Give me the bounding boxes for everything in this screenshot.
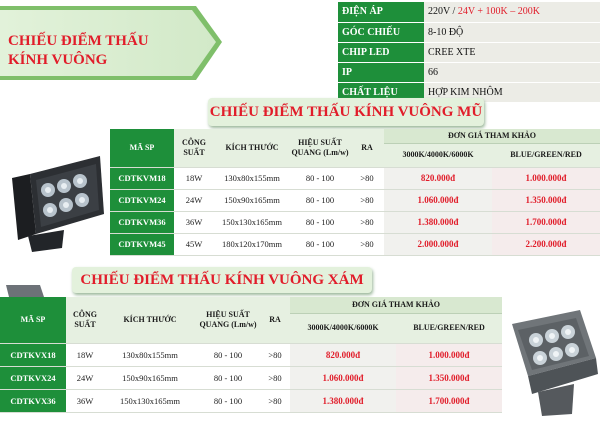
lamp-image-black [4,144,108,254]
spec-value: CREE XTE [424,42,600,62]
cell-efficiency: 80 - 100 [290,189,350,211]
cell-efficiency: 80 - 100 [290,211,350,233]
cell-ra: >80 [260,343,290,366]
cell-ra: >80 [350,189,384,211]
col-header-price-color: BLUE/GREEN/RED [492,143,600,167]
product-table-vuong-mu [110,129,600,256]
col-header-size: KÍCH THƯỚC [214,129,290,167]
cell-price-white: 1.060.000đ [384,189,492,211]
spec-value-main: 220V / [428,6,458,18]
col-header-price-group: ĐƠN GIÁ THAM KHẢO [290,297,502,313]
cell-size: 130x80x155mm [104,343,196,366]
cell-size: 180x120x170mm [214,233,290,255]
spec-row [338,62,600,82]
cell-price-white: 1.380.000đ [384,211,492,233]
col-header-price-white: 3000K/4000K/6000K [290,313,396,343]
cell-power: 18W [66,343,104,366]
title-line-1: CHIẾU ĐIỂM THẤU [8,33,149,49]
cell-price-white: 2.000.000đ [384,233,492,255]
spec-key: GÓC CHIẾU [338,22,424,42]
cell-price-white: 1.060.000đ [290,366,396,389]
cell-ra: >80 [260,389,290,412]
title-banner [0,2,224,85]
cell-power: 45W [174,233,214,255]
cell-price-white: 820.000đ [384,167,492,189]
cell-efficiency: 80 - 100 [196,366,260,389]
cell-power: 24W [66,366,104,389]
section-header-vuong-xam [72,267,372,293]
spec-value: HỢP KIM NHÔM [424,82,600,102]
cell-power: 18W [174,167,214,189]
spec-key: IP [338,62,424,82]
section-header-vuong-mu [208,98,484,126]
cell-price-color: 1.700.000đ [396,389,502,412]
col-header-size: KÍCH THƯỚC [104,297,196,343]
cell-sku: CDTKVM24 [110,189,174,211]
cell-ra: >80 [350,167,384,189]
cell-price-color: 1.000.000đ [396,343,502,366]
spec-key: CHIP LED [338,42,424,62]
cell-price-color: 1.350.000đ [492,189,600,211]
cell-price-color: 1.000.000đ [492,167,600,189]
cell-sku: CDTKVX18 [0,343,66,366]
cell-efficiency: 80 - 100 [196,389,260,412]
cell-size: 150x90x165mm [104,366,196,389]
col-header-power: CÔNG SUẤT [66,297,104,343]
spec-value [424,2,600,22]
cell-price-white: 1.380.000đ [290,389,396,412]
spec-row [338,2,600,22]
cell-ra: >80 [260,366,290,389]
table-row [110,189,600,211]
cell-size: 150x130x165mm [214,211,290,233]
spec-value: 8-10 ĐỘ [424,22,600,42]
table-row [110,167,600,189]
cell-power: 36W [174,211,214,233]
cell-size: 150x130x165mm [104,389,196,412]
table-row [0,366,502,389]
cell-price-white: 820.000đ [290,343,396,366]
cell-sku: CDTKVX36 [0,389,66,412]
table-row [110,233,600,255]
col-header-ra: RA [350,129,384,167]
col-header-sku: MÃ SP [110,129,174,167]
spec-value: 66 [424,62,600,82]
cell-size: 130x80x155mm [214,167,290,189]
title-line-2: KÍNH VUÔNG [8,52,108,68]
cell-sku: CDTKVM18 [110,167,174,189]
cell-ra: >80 [350,233,384,255]
cell-power: 36W [66,389,104,412]
col-header-efficiency: HIỆU SUẤT QUANG (Lm/w) [196,297,260,343]
table-row [0,343,502,366]
spec-key: ĐIỆN ÁP [338,2,424,22]
cell-ra: >80 [350,211,384,233]
cell-sku: CDTKVM36 [110,211,174,233]
lamp-image-grey [498,302,600,416]
col-header-price-group: ĐƠN GIÁ THAM KHẢO [384,129,600,143]
cell-efficiency: 80 - 100 [290,167,350,189]
section-title: CHIẾU ĐIỂM THẤU KÍNH VUÔNG XÁM [80,272,364,288]
spec-row [338,42,600,62]
page-title [8,32,149,70]
cell-efficiency: 80 - 100 [196,343,260,366]
col-header-price-color: BLUE/GREEN/RED [396,313,502,343]
cell-efficiency: 80 - 100 [290,233,350,255]
col-header-ra: RA [260,297,290,343]
table-row [0,389,502,412]
col-header-power: CÔNG SUẤT [174,129,214,167]
spec-table [338,2,600,103]
cell-sku: CDTKVM45 [110,233,174,255]
spec-value-red: 24V + 100K – 200K [457,6,540,18]
cell-power: 24W [174,189,214,211]
cell-sku: CDTKVX24 [0,366,66,389]
cell-price-color: 1.700.000đ [492,211,600,233]
section-title: CHIẾU ĐIỂM THẤU KÍNH VUÔNG MŨ [209,104,483,120]
cell-price-color: 2.200.000đ [492,233,600,255]
spec-key: CHẤT LIỆU [338,82,424,102]
product-table-vuong-xam [0,297,502,413]
table-row [110,211,600,233]
cell-price-color: 1.350.000đ [396,366,502,389]
col-header-price-white: 3000K/4000K/6000K [384,143,492,167]
col-header-efficiency: HIỆU SUẤT QUANG (Lm/w) [290,129,350,167]
spec-row [338,22,600,42]
col-header-sku: MÃ SP [0,297,66,343]
cell-size: 150x90x165mm [214,189,290,211]
